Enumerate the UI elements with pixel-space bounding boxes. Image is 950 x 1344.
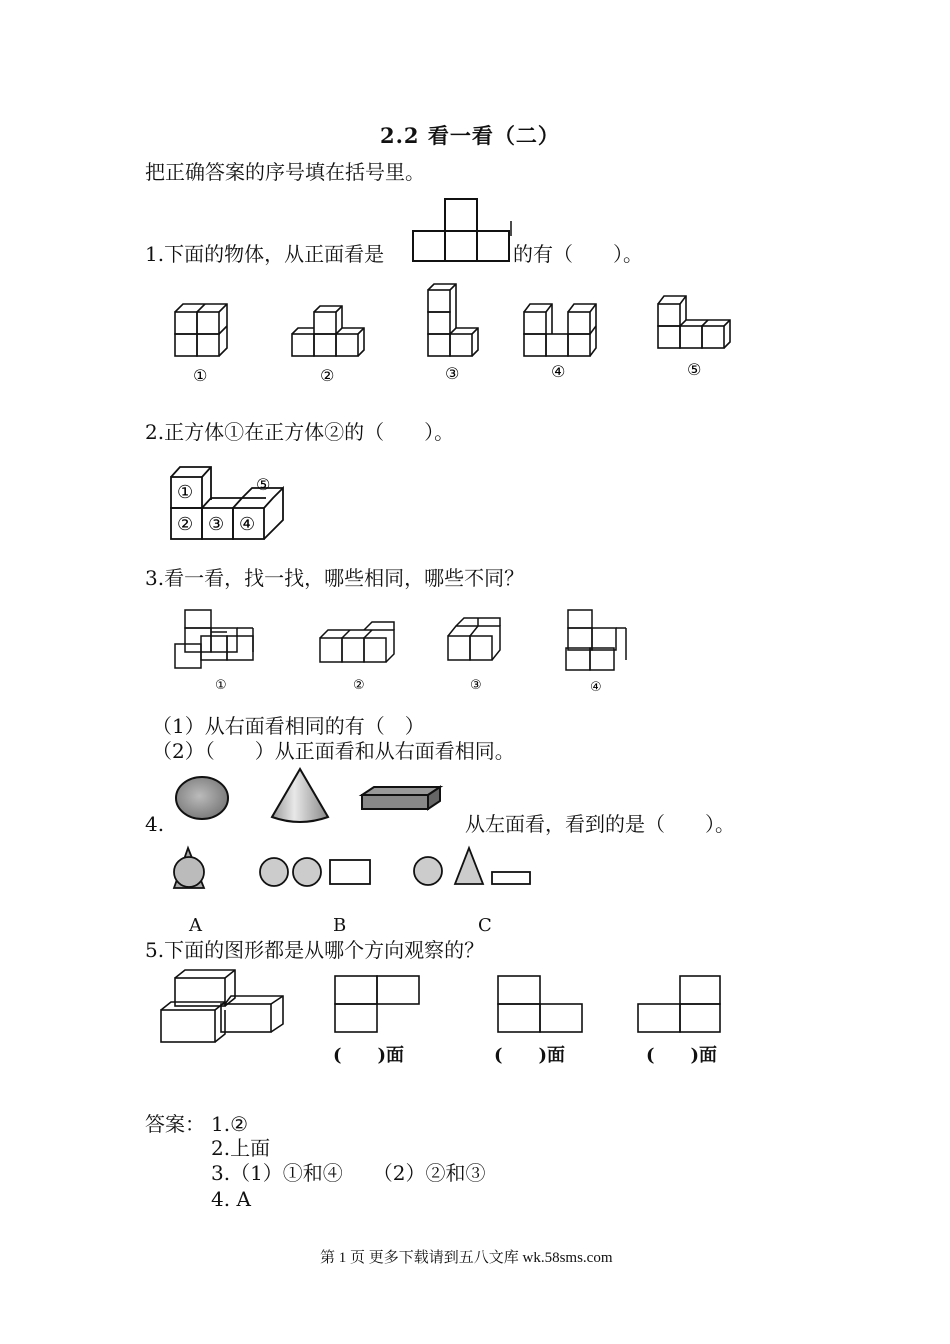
q1-front-view-figure bbox=[410, 196, 514, 264]
q3-label-3: ③ bbox=[470, 678, 482, 693]
question-1-suffix: 的有（ ）。 bbox=[513, 242, 643, 266]
q1-label-3: ③ bbox=[445, 364, 460, 383]
q5-view-1 bbox=[333, 972, 423, 1036]
question-3-sub1: （1）从右面看相同的有（ ） bbox=[152, 714, 425, 738]
q4-options bbox=[170, 840, 550, 900]
q1-label-2: ② bbox=[320, 366, 335, 385]
q4-objects bbox=[170, 765, 450, 825]
q5-view-2 bbox=[496, 972, 586, 1036]
q3-label-1: ① bbox=[215, 678, 227, 693]
q2-cube-figure bbox=[168, 462, 298, 542]
q5-block-figure bbox=[155, 968, 295, 1048]
answer-1: 1.② bbox=[211, 1112, 249, 1136]
q5-blank-2: ( )面 bbox=[494, 1045, 566, 1066]
q3-cube-figures bbox=[170, 604, 640, 694]
cuboid-object bbox=[362, 787, 440, 809]
page-title: 2.2 看一看（二） bbox=[380, 123, 560, 148]
q1-label-1: ① bbox=[193, 366, 208, 385]
q4-option-b: B bbox=[333, 915, 347, 936]
q5-view-3 bbox=[636, 972, 726, 1036]
question-3-sub2: （2）（ ）从正面看和从右面看相同。 bbox=[152, 739, 515, 763]
q4-option-c: C bbox=[478, 915, 492, 936]
q2-label-1: ① bbox=[177, 482, 194, 503]
q1-label-4: ④ bbox=[551, 362, 566, 381]
q2-label-2: ② bbox=[177, 514, 194, 535]
answers-label: 答案： bbox=[145, 1112, 205, 1136]
q3-label-2: ② bbox=[353, 678, 365, 693]
q2-label-5: ⑤ bbox=[256, 475, 271, 494]
answer-2: 2.上面 bbox=[211, 1136, 271, 1160]
answer-3: 3.（1）①和④ （2）②和③ bbox=[211, 1161, 486, 1185]
q5-blank-1: ( )面 bbox=[333, 1045, 405, 1066]
sphere-object bbox=[176, 777, 228, 819]
q2-label-4: ④ bbox=[239, 514, 256, 535]
q2-label-3: ③ bbox=[208, 514, 225, 535]
instruction-text: 把正确答案的序号填在括号里。 bbox=[145, 160, 425, 184]
question-3-text: 3.看一看，找一找，哪些相同，哪些不同？ bbox=[145, 566, 525, 590]
question-4-number: 4. bbox=[145, 812, 165, 836]
q4-option-a: A bbox=[189, 915, 202, 936]
question-4-text: 从左面看，看到的是（ ）。 bbox=[465, 812, 735, 836]
q1-cube-figures bbox=[160, 280, 760, 390]
page-footer: 第 1 页 更多下载请到五八文库 wk.58sms.com bbox=[320, 1250, 613, 1266]
cone-object bbox=[272, 769, 328, 822]
answer-4: 4. A bbox=[211, 1187, 251, 1211]
question-5-text: 5.下面的图形都是从哪个方向观察的？ bbox=[145, 938, 485, 962]
q3-label-4: ④ bbox=[590, 680, 602, 695]
question-2-text: 2.正方体①在正方体②的（ ）。 bbox=[145, 420, 455, 444]
q5-blank-3: ( )面 bbox=[646, 1045, 718, 1066]
q1-label-5: ⑤ bbox=[687, 360, 702, 379]
question-1-text: 1.下面的物体，从正面看是 bbox=[145, 242, 385, 266]
